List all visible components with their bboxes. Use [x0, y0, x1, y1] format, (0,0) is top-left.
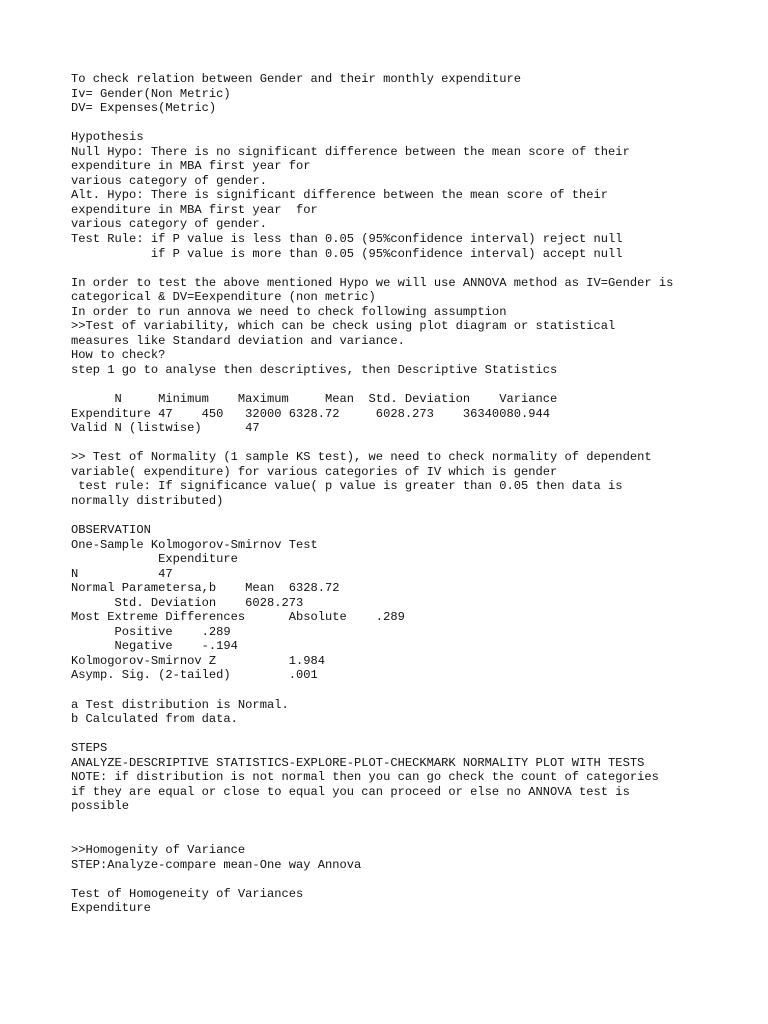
- doc-line: >>Test of variability, which can be check using plot diagram or statistical: [71, 319, 616, 334]
- doc-line: To check relation between Gender and their monthly expenditure: [71, 72, 521, 86]
- doc-line: [71, 683, 761, 698]
- doc-line: N 47: [71, 566, 173, 581]
- doc-line: normally distributed): [71, 493, 224, 508]
- doc-line: expenditure in MBA first year for: [71, 159, 311, 174]
- doc-line: b Calculated from data.: [71, 712, 238, 727]
- doc-line: One-Sample Kolmogorov-Smirnov Test: [71, 537, 318, 552]
- doc-line: >> Test of Normality (1 sample KS test), we need to check normality of dependent: [71, 450, 652, 465]
- doc-line: Test Rule: if P value is less than 0.05 (95%confidence interval) reject null: [71, 232, 623, 247]
- doc-line: [71, 872, 761, 887]
- doc-line: [71, 828, 761, 843]
- doc-line: NOTE: if distribution is not normal then you can go check the count of categories: [71, 770, 659, 785]
- doc-line: >>Homogenity of Variance: [71, 842, 246, 857]
- doc-line: various category of gender.: [71, 173, 267, 188]
- doc-line: N Minimum Maximum Mean Std. Deviation Variance: [71, 392, 558, 407]
- doc-line: Test of Homogeneity of Variances: [71, 886, 304, 901]
- doc-line: [71, 436, 761, 451]
- doc-line: In order to run annova we need to check following assumption: [71, 304, 507, 319]
- doc-line: DV= Expenses(Metric): [71, 101, 217, 116]
- doc-line: Null Hypo: There is no significant difference between the mean score of their: [71, 144, 630, 159]
- doc-line: Asymp. Sig. (2-tailed) .001: [71, 668, 318, 683]
- doc-line: OBSERVATION: [71, 522, 151, 537]
- doc-line: How to check?: [71, 348, 166, 363]
- doc-line: [71, 116, 761, 131]
- doc-line: In order to test the above mentioned Hypo we will use ANNOVA method as IV=Gender is: [71, 275, 674, 290]
- doc-line: step 1 go to analyse then descriptives, then Descriptive Statistics: [71, 362, 558, 377]
- doc-line: Alt. Hypo: There is significant difference between the mean score of their: [71, 188, 609, 203]
- doc-line: Hypothesis: [71, 130, 144, 145]
- doc-line: Negative -.194: [71, 639, 238, 654]
- doc-line: Expenditure: [71, 552, 238, 567]
- doc-line: categorical & DV=Eexpenditure (non metric): [71, 290, 376, 305]
- doc-line: measures like Standard deviation and variance.: [71, 333, 405, 348]
- doc-line: test rule: If significance value( p value is greater than 0.05 then data is: [71, 479, 623, 494]
- doc-line: Iv= Gender(Non Metric): [71, 86, 231, 101]
- doc-line: Kolmogorov-Smirnov Z 1.984: [71, 653, 326, 668]
- doc-line: Positive .289: [71, 624, 231, 639]
- doc-line: Normal Parametersa,b Mean 6328.72: [71, 581, 340, 596]
- doc-line: ANALYZE-DESCRIPTIVE STATISTICS-EXPLORE-PLOT-CHECKMARK NORMALITY PLOT WITH TESTS: [71, 755, 645, 770]
- doc-line: various category of gender.: [71, 217, 267, 232]
- doc-line: [71, 261, 761, 276]
- doc-line: [71, 727, 761, 742]
- doc-line: Std. Deviation 6028.273: [71, 595, 304, 610]
- doc-line: if P value is more than 0.05 (95%confidence interval) accept null: [71, 246, 623, 261]
- doc-line: [71, 814, 761, 829]
- doc-line: variable( expenditure) for various categories of IV which is gender: [71, 464, 558, 479]
- doc-line: Expenditure 47 450 32000 6328.72 6028.273 36340080.944: [71, 406, 550, 421]
- doc-line: if they are equal or close to equal you can proceed or else no ANNOVA test is: [71, 784, 630, 799]
- doc-line: [71, 508, 761, 523]
- doc-line: expenditure in MBA first year for: [71, 202, 318, 217]
- doc-line: STEP:Analyze-compare mean-One way Annova: [71, 857, 362, 872]
- doc-line: possible: [71, 799, 130, 814]
- doc-line: Most Extreme Differences Absolute .289: [71, 610, 405, 625]
- doc-line: a Test distribution is Normal.: [71, 697, 289, 712]
- doc-line: Valid N (listwise) 47: [71, 421, 260, 436]
- document-body: [71, 72, 761, 916]
- doc-line: [71, 377, 761, 392]
- doc-line: Expenditure: [71, 901, 151, 916]
- doc-line: STEPS: [71, 741, 108, 756]
